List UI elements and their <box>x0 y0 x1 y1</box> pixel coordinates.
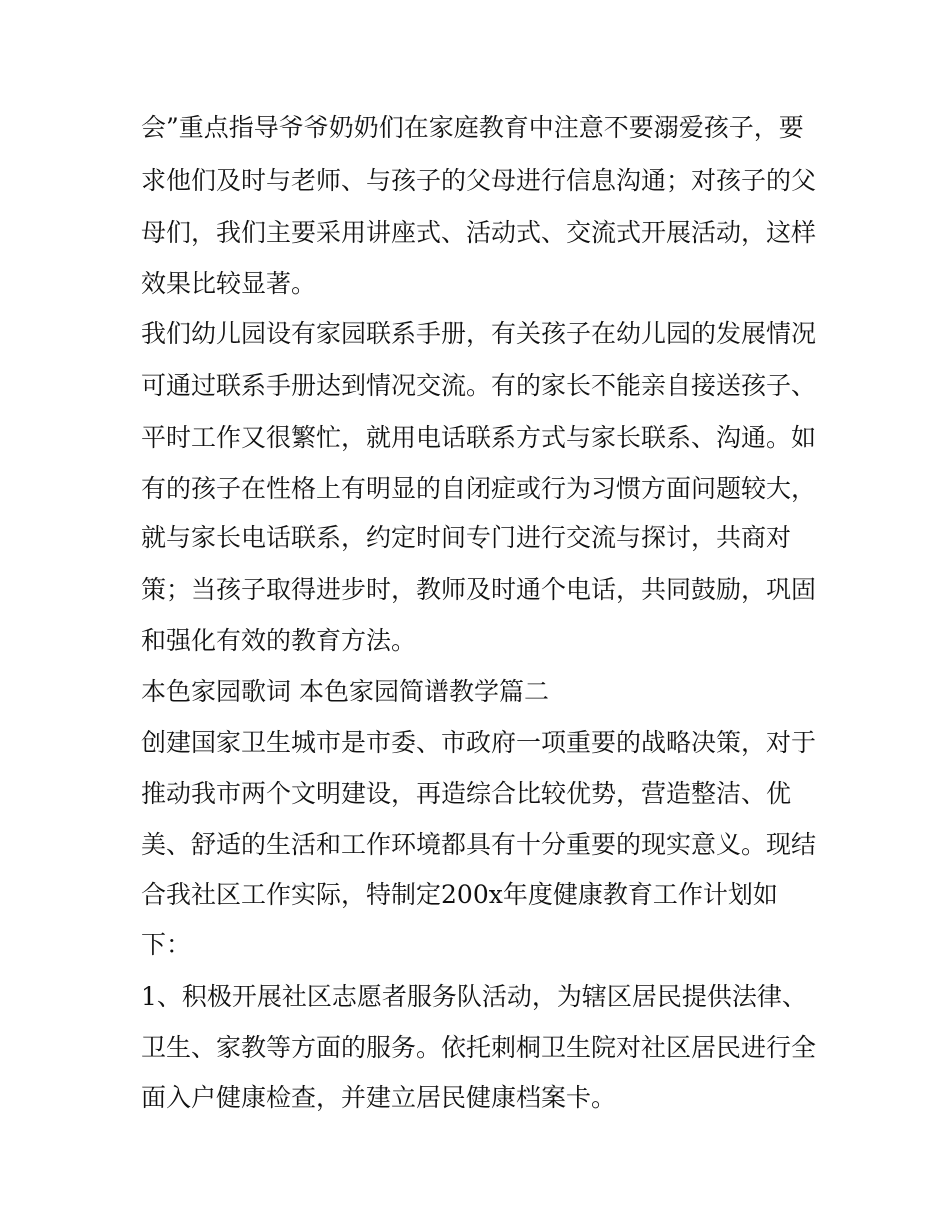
text-line: 效果比较显著。 <box>141 269 317 298</box>
text-line: 平时工作又很繁忙，就用电话联系方式与家长联系、沟通。如 <box>141 423 817 452</box>
text-line: 创建国家卫生城市是市委、市政府一项重要的战略决策，对于 <box>141 728 817 757</box>
text-line: 合我社区工作实际，特制定200x年度健康教育工作计划如 <box>141 880 778 909</box>
text-line: 卫生、家教等方面的服务。依托刺桐卫生院对社区居民进行全 <box>141 1033 817 1062</box>
text-line: 求他们及时与老师、与孩子的父母进行信息沟通；对孩子的父 <box>141 166 817 195</box>
text-line: 母们，我们主要采用讲座式、活动式、交流式开展活动，这样 <box>141 218 817 247</box>
text-line: 策；当孩子取得进步时，教师及时通个电话，共同鼓励，巩固 <box>141 575 817 604</box>
text-line: 和强化有效的教育方法。 <box>141 626 417 655</box>
text-line: 推动我市两个文明建设，再造综合比较优势，营造整洁、优 <box>141 779 792 808</box>
text-line: 就与家长电话联系，约定时间专门进行交流与探讨，共商对 <box>141 523 792 552</box>
text-line: 可通过联系手册达到情况交流。有的家长不能亲自接送孩子、 <box>141 371 817 400</box>
list-item: 1、积极开展社区志愿者服务队活动，为辖区居民提供法律、 <box>141 982 807 1011</box>
text-line: 我们幼儿园设有家园联系手册，有关孩子在幼儿园的发展情况 <box>141 319 817 348</box>
text-line: 有的孩子在性格上有明显的自闭症或行为习惯方面问题较大， <box>141 474 817 503</box>
text-line: 下： <box>141 930 192 959</box>
text-line: 美、舒适的生活和工作环境都具有十分重要的现实意义。现结 <box>141 830 817 859</box>
text-line: 面入户健康检查，并建立居民健康档案卡。 <box>141 1083 617 1112</box>
text-line: 会”重点指导爷爷奶奶们在家庭教育中注意不要溺爱孩子，要 <box>141 113 804 142</box>
section-heading: 本色家园歌词 本色家园简谱教学篇二 <box>141 677 549 706</box>
